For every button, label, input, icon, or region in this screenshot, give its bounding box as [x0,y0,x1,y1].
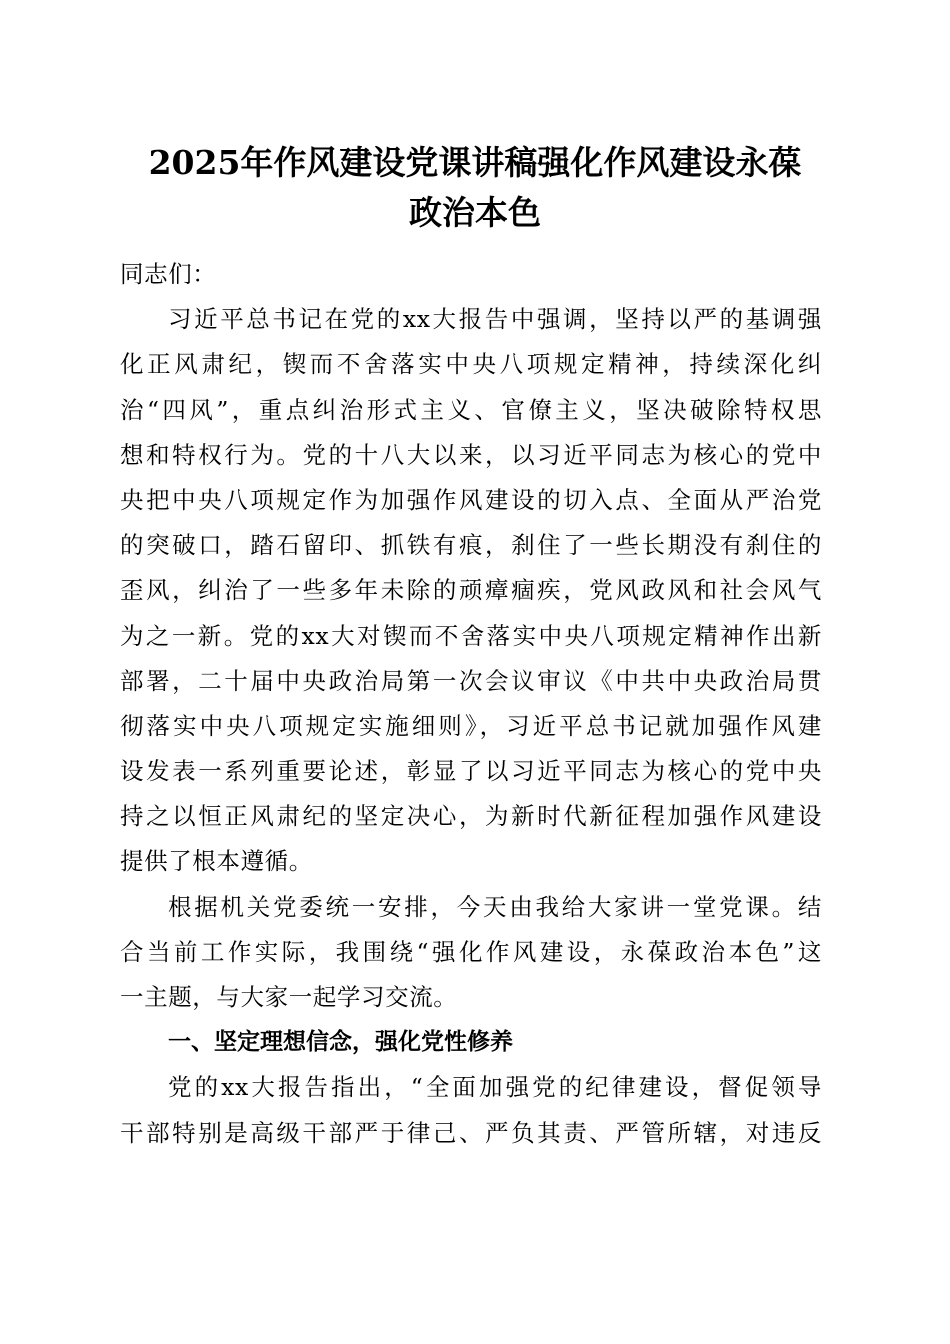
paragraph-line: 歪风，纠治了一些多年未除的顽瘴痼疾，党风政风和社会风气 [120,576,822,605]
salutation-text: 同志们： [120,260,217,288]
paragraph-line: 干部特别是高级干部严于律己、严负其责、严管所辖，对违反 [120,1118,822,1147]
salutation [120,252,822,297]
paragraph-line: 央把中央八项规定作为加强作风建设的切入点、全面从严治党 [120,485,822,514]
paragraph-line: 彻落实中央八项规定实施细则》，习近平总书记就加强作风建 [120,711,822,740]
paragraph-line: 想和特权行为。党的十八大以来，以习近平同志为核心的党中 [120,440,822,469]
paragraph-line: 提供了根本遵循。 [120,847,313,876]
paragraph-line: 合当前工作实际，我围绕“强化作风建设，永葆政治本色”这 [120,937,822,966]
paragraph-2 [120,885,822,1021]
paragraph-line: 化正风肃纪，锲而不舍落实中央八项规定精神，持续深化纠 [120,350,822,379]
paragraph-line: 持之以恒正风肃纪的坚定决心，为新时代新征程加强作风建设 [120,802,822,831]
paragraph-line: 根据机关党委统一安排，今天由我给大家讲一堂党课。结 [168,892,822,921]
title-line-2: 政治本色 [409,193,541,232]
paragraph-1 [120,297,822,884]
paragraph-line: 的突破口，踏石留印、抓铁有痕，刹住了一些长期没有刹住的 [120,531,822,560]
paragraph-line: 部署，二十届中央政治局第一次会议审议《中共中央政治局贯 [120,666,822,695]
title-line-1: 2025年作风建设党课讲稿强化作风建设永葆 [148,143,802,182]
paragraph-3 [120,1065,822,1155]
document-title [100,138,850,238]
paragraph-line: 习近平总书记在党的xx大报告中强调，坚持以严的基调强 [168,305,822,334]
paragraph-line: 为之一新。党的xx大对锲而不舍落实中央八项规定精神作出新 [120,621,822,650]
paragraph-line: 党的xx大报告指出，“全面加强党的纪律建设，督促领导 [168,1073,822,1102]
section-heading-text: 一、坚定理想信念，强化党性修养 [168,1029,513,1056]
paragraph-line: 一主题，与大家一起学习交流。 [120,983,458,1011]
document-body [120,252,822,1156]
paragraph-line: 设发表一系列重要论述，彰显了以习近平同志为核心的党中央 [120,757,822,786]
paragraph-line: 治“四风”，重点纠治形式主义、官僚主义，坚决破除特权思 [120,395,822,424]
section-heading-1 [120,1020,822,1065]
